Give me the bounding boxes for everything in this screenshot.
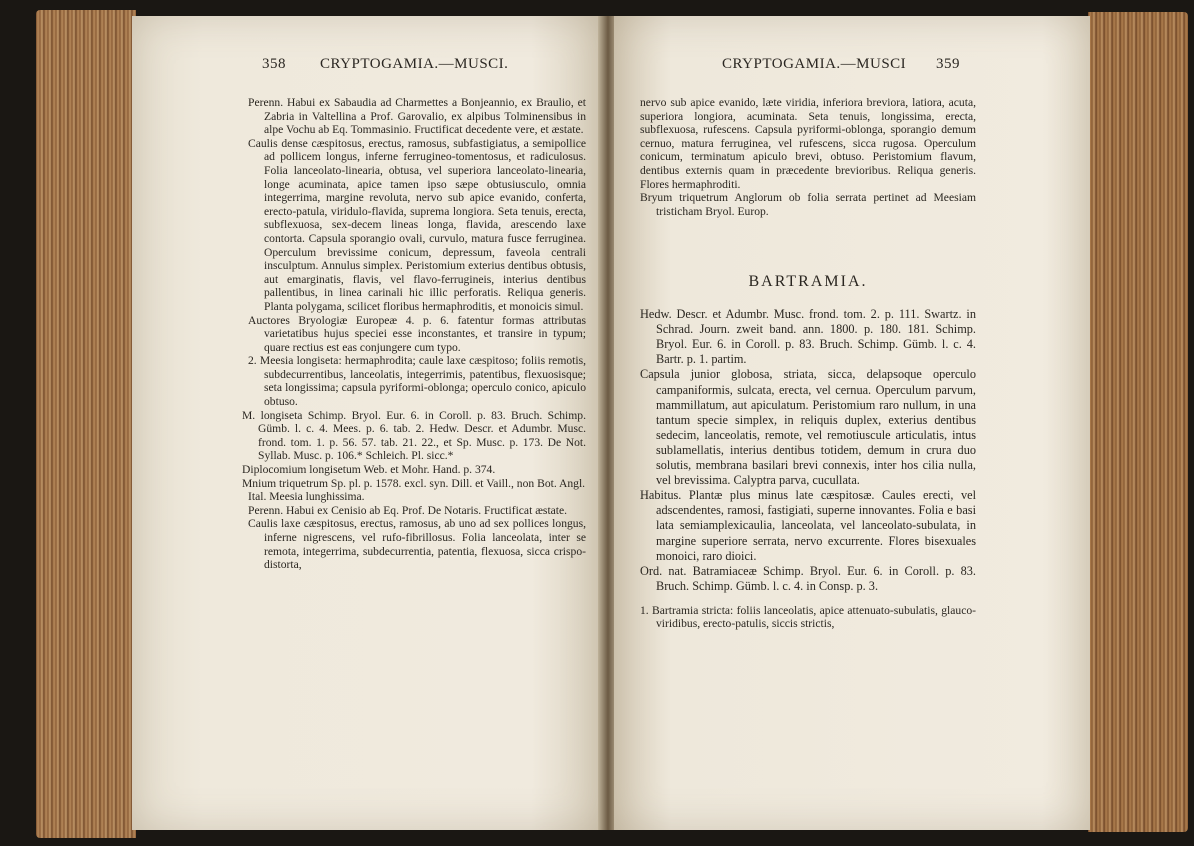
- paragraph: Caulis dense cæspitosus, erectus, ramosus, subfastigiatus, a semipollice ad pollicem longus, inferne ferrugineo-tomentosus, et radiculosus. Folia lanceolato-linearia, obtusa, vel superiora lanceolato-linearia, longe acuminata, apice tamen ipso sæpe obtusiusculo, omnia integerrima, margine revoluta, nervo sub apice evanido, conferta, erecto-patula, viridulo-flavida, suprema longiora. Seta tenuis, erecta, subflexuosa, sex-decem lineas longa, flavida, arescendo laxe contorta. Capsula sporangio ovali, curvulo, matura fusce ferruginea. Operculum brevissime conicum, depressum, faveola centrali insculptum. Annulus simplex. Peristomium exterius dentibus obtusis, aut emarginatis, flavis, vel flavo-ferrugineis, interius dentibus pallentibus, in linea carinali hic illic perforatis. Reliqua generis. Planta polygama, scilicet floribus hermaphroditis, et monoicis simul.: [248, 136, 586, 313]
- right-header-title: CRYPTOGAMIA.—MUSCI: [722, 56, 907, 72]
- paragraph: Diplocomium longisetum Web. et Mohr. Hand. p. 374.: [242, 463, 496, 477]
- paragraph: Ord. nat. Batramiaceæ Schimp. Bryol. Eur. 6. in Coroll. p. 83. Bruch. Schimp. Gümb. l. c. 4. in Consp. p. 3.: [640, 563, 976, 593]
- paragraph: Caulis laxe cæspitosus, erectus, ramosus, ab uno ad sex pollices longus, inferne nigrescens, vel rufo-fibrillosus. Folia lanceolata, inter se remota, integerrima, subdecurrentia, patentia, flexuosa, sicca crispo-distorta,: [248, 517, 586, 572]
- right-page-edges: [1088, 12, 1188, 832]
- paragraph: Auctores Bryologiæ Europeæ 4. p. 6. fatentur formas attributas varietatibus hujus speciei esse inconstantes, et transire in typum; quare rectius est eas conjungere cum typo.: [248, 313, 586, 354]
- left-page-text: [242, 96, 586, 572]
- paragraph: Hedw. Descr. et Adumbr. Musc. frond. tom. 2. p. 111. Swartz. in Schrad. Journ. zweit band. ann. 1800. p. 180. 181. Schimp. Bryol. Eur. 6. in Coroll. p. 83. Bruch. Schimp. Gümb. l. c. 4. Bartr. p. 1. partim.: [640, 307, 976, 367]
- left-header-title: CRYPTOGAMIA.—MUSCI.: [320, 56, 509, 72]
- paragraph: M. longiseta Schimp. Bryol. Eur. 6. in Coroll. p. 83. Bruch. Schimp. Gümb. l. c. 4. Mees. p. 6. tab. 2. Hedw. Descr. et Adumbr. Musc. frond. tom. 1. p. 56. 57. tab. 21. 22., et Sp. Musc. p. 173. De Not. Syllab. Musc. p. 106.* Schleich. Pl. sicc.*: [242, 408, 586, 463]
- right-page-text-top: [640, 96, 976, 218]
- paragraph: Bryum triquetrum Anglorum ob folia serrata pertinet ad Meesiam tristicham Bryol. Europ.: [640, 191, 976, 218]
- paragraph: 1. Bartramia stricta: foliis lanceolatis, apice attenuato-subulatis, glauco-viridibus, erecto-patulis, siccis strictis,: [640, 603, 976, 631]
- paragraph: Mnium triquetrum Sp. pl. p. 1578. excl. syn. Dill. et Vaill., non Bot. Angl.: [242, 476, 586, 490]
- paragraph: Perenn. Habui ex Sabaudia ad Charmettes a Bonjeannio, ex Braulio, et Zabria in Valtellina a Prof. Garovalio, ex alpibus Tolminensibus in alpe Vochu ab Eq. Tommasinio. Fructificat decedente vere, et æstate.: [248, 96, 586, 137]
- right-page-number: 359: [936, 56, 960, 72]
- paragraph: Ital. Meesia lunghissima.: [248, 490, 365, 504]
- left-page-edges: [36, 10, 136, 838]
- paragraph: Habitus. Plantæ plus minus late cæspitosæ. Caules erecti, vel adscendentes, ramosi, fastigiati, superne innovantes. Folia e basi lata semiamplexicaulia, lanceolata, vel lanceolato-subulata, in margine superiore serrata, nervo excurrente. Flores bisexuales monoici, raro dioici.: [640, 488, 976, 563]
- left-page-number: 358: [262, 56, 286, 72]
- right-page-text-bottom: [640, 260, 976, 631]
- paragraph: 2. Meesia longiseta: hermaphrodita; caule laxe cæspitoso; foliis remotis, subdecurrentibus, lanceolatis, integerrimis, patentibus, flexuosisque; seta longissima; capsula pyriformi-oblonga; operculo conico, apiculo obtuso.: [248, 354, 586, 409]
- paragraph: Capsula junior globosa, striata, sicca, delapsoque operculo campaniformis, sulcata, erecta, vel cernua. Operculum parvum, mammillatum, aut apiculatum. Peristomium raro nullum, in una tantum specie simplex, in reliquis duplex, exterius dentibus sedecim, lanceolatis, remote, vel remotiuscule articulatis, intus sublamellatis, interius dentibus totidem, demum in crura duo solutis, membrana basilari brevi connexis, inter hos cilia nulla, vel brevissima. Calyptra parva, cucullata.: [640, 367, 976, 488]
- paragraph: Perenn. Habui ex Cenisio ab Eq. Prof. De Notaris. Fructificat æstate.: [248, 503, 568, 517]
- paragraph: nervo sub apice evanido, læte viridia, inferiora breviora, latiora, acuta, superiora longiora, acuminata. Seta tenuis, longissima, erecta, subflexuosa, rufescens. Capsula pyriformi-oblonga, sporangio demum cernuo, matura ferruginea, vel rufescens, sicca rugosa. Operculum conicum, terminatum apiculo brevi, obtuso. Peristomium flavum, dentibus externis quam in præcedente brevioribus. Reliqua generis. Flores hermaphroditi.: [640, 96, 976, 191]
- section-heading: BARTRAMIA.: [748, 273, 868, 290]
